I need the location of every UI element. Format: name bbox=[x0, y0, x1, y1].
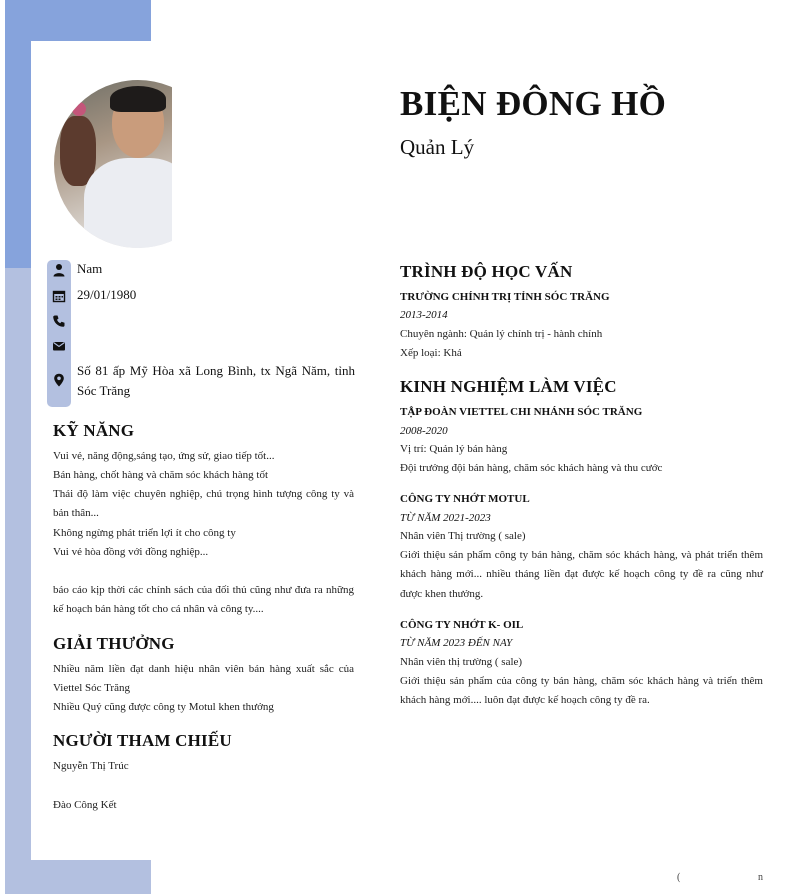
job-company: TẬP ĐOÀN VIETTEL CHI NHÁNH SÓC TRĂNG bbox=[400, 406, 643, 418]
job-detail: Đội trưởng đội bán hàng, chăm sóc khách hàng và thu cước bbox=[400, 462, 663, 474]
skill-item: Bán hàng, chốt hàng và chăm sóc khách hàng tốt bbox=[53, 469, 269, 481]
award-item: Nhiều Quý cũng được công ty Motul khen thưởng bbox=[53, 701, 274, 713]
skill-item: Vui vẻ hòa đồng với đồng nghiệp... bbox=[53, 546, 209, 558]
skill-item: Vui vẻ, năng động,sáng tạo, ứng sử, giao tiếp tốt... bbox=[53, 450, 275, 462]
education-school: TRƯỜNG CHÍNH TRỊ TỈNH SÓC TRĂNG bbox=[400, 291, 610, 303]
education-major: Chuyên ngành: Quản lý chính trị - hành chính bbox=[400, 328, 603, 340]
person-icon bbox=[52, 263, 66, 277]
awards-heading: GIẢI THƯỞNG bbox=[53, 634, 175, 653]
photo-crop-edge bbox=[172, 70, 232, 260]
hair-shape bbox=[110, 86, 166, 112]
skills-heading: KỸ NĂNG bbox=[53, 421, 135, 440]
job-detail: Vị trí: Quản lý bán hàng bbox=[400, 443, 508, 455]
contact-gender: Nam bbox=[77, 261, 103, 276]
contact-address: Số 81 ấp Mỹ Hòa xã Long Bình, tx Ngã Năm, tỉnh Sóc Trăng bbox=[77, 363, 355, 398]
skill-item: Không ngừng phát triển lợi ít cho công ty bbox=[53, 527, 236, 539]
education-heading: TRÌNH ĐỘ HỌC VẤN bbox=[400, 262, 573, 281]
candidate-title: Quản Lý bbox=[400, 135, 475, 159]
job-period: TỪ NĂM 2023 ĐẾN NAY bbox=[400, 637, 513, 649]
job-detail: Giới thiệu sản phẩm công ty bán hàng, chăm sóc khách hàng, và phát triển thêm khách hàng mới... nhiều tháng liền đạt được kế hoạch công ty đề ra cũng như được khen thưởng. bbox=[400, 549, 763, 600]
job-detail: Nhân viên Thị trường ( sale) bbox=[400, 530, 526, 542]
location-pin-icon bbox=[52, 373, 66, 387]
job-company: CÔNG TY NHỚT K- OIL bbox=[400, 619, 524, 631]
candidate-name: BIỆN ĐÔNG HỒ bbox=[400, 84, 667, 123]
job-period: 2008-2020 bbox=[400, 425, 448, 437]
phone-icon bbox=[52, 314, 66, 328]
references-heading: NGƯỜI THAM CHIẾU bbox=[53, 731, 232, 750]
job-company: CÔNG TY NHỚT MOTUL bbox=[400, 493, 530, 505]
reference-item: Nguyễn Thị Trúc bbox=[53, 760, 129, 772]
contact-dob: 29/01/1980 bbox=[77, 287, 137, 302]
calendar-icon bbox=[52, 289, 66, 303]
award-item: Nhiều năm liền đạt danh hiệu nhân viên bán hàng xuất sắc của Viettel Sóc Trăng bbox=[53, 663, 354, 695]
skill-item: báo cáo kịp thời các chính sách của đối thủ cũng như đưa ra những kế hoạch bán hàng tốt cho cá nhân và công ty.... bbox=[53, 584, 354, 616]
footer-mark-left: ( bbox=[677, 872, 681, 883]
job-detail: Nhân viên thị trường ( sale) bbox=[400, 656, 523, 668]
education-period: 2013-2014 bbox=[400, 309, 448, 321]
job-period: TỪ NĂM 2021-2023 bbox=[400, 512, 491, 524]
experience-heading: KINH NGHIỆM LÀM VIỆC bbox=[400, 377, 617, 396]
email-icon bbox=[52, 339, 66, 353]
reference-item: Đào Công Kết bbox=[53, 799, 117, 811]
skill-item: Thái độ làm việc chuyên nghiệp, chú trọng hình tượng công ty và bản thân... bbox=[53, 488, 354, 520]
education-grade: Xếp loại: Khá bbox=[400, 347, 462, 359]
footer-mark-right: n bbox=[758, 872, 763, 883]
job-detail: Giới thiệu sản phẩm của công ty bán hàng, chăm sóc khách hàng và triển thêm khách hàng mới.... luôn đạt được kế hoạch công ty đề ra. bbox=[400, 675, 763, 707]
flower-shape bbox=[72, 102, 86, 116]
